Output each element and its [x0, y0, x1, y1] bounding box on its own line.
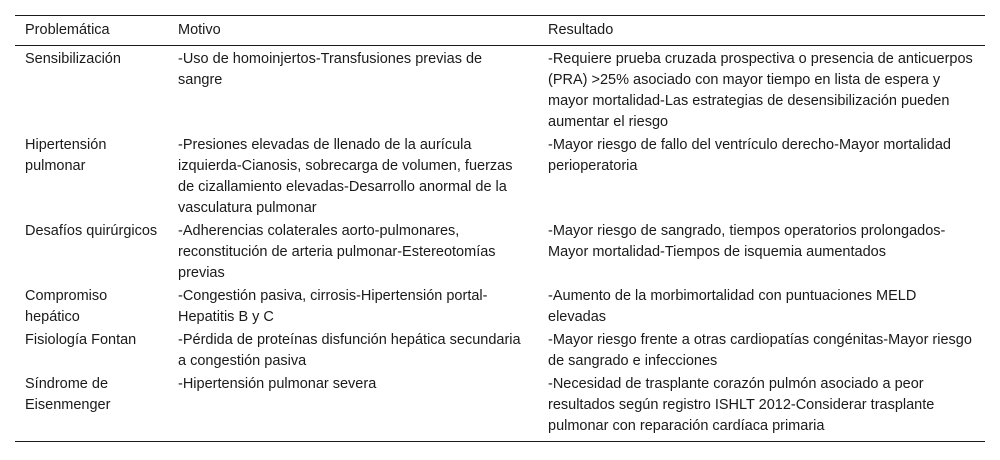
- cell-motivo: -Adherencias colaterales aorto-pulmonares, reconstitución de arteria pulmonar-Estereotomías previas: [178, 223, 496, 281]
- header-row: [15, 16, 985, 46]
- cell-resultado: -Mayor riesgo frente a otras cardiopatías congénitas-Mayor riesgo de sangrado e infecciones: [548, 332, 972, 369]
- table-row: [15, 373, 985, 442]
- header-problematica: Problemática: [15, 16, 168, 46]
- cell-resultado: -Requiere prueba cruzada prospectiva o presencia de anticuerpos (PRA) >25% asociado con mayor tiempo en lista de espera y mayor mortalidad-Las estrategias de desensibilización pueden aumentar el riesgo: [548, 51, 973, 130]
- cell-problematica: Desafíos quirúrgicos: [25, 223, 158, 239]
- table-row: [15, 46, 985, 135]
- table-row: [15, 134, 985, 220]
- table-row: [15, 329, 985, 373]
- cell-problematica: Hipertensión pulmonar: [25, 137, 107, 174]
- cell-resultado: -Necesidad de trasplante corazón pulmón asociado a peor resultados según registro ISHLT 2012-Considerar trasplante pulmonar con reparación cardíaca primaria: [538, 373, 985, 442]
- header-resultado: Resultado: [538, 16, 985, 46]
- cell-motivo: -Pérdida de proteínas disfunción hepática secundaria a congestión pasiva: [178, 332, 521, 369]
- table-header: [15, 16, 985, 46]
- cell-motivo: -Uso de homoinjertos-Transfusiones previas de sangre: [178, 51, 483, 88]
- cell-resultado: -Aumento de la morbimortalidad con puntuaciones MELD elevadas: [548, 288, 917, 325]
- table-body: [15, 46, 985, 442]
- table-row: [15, 285, 985, 329]
- cell-problematica: Compromiso hepático: [25, 288, 108, 325]
- cell-problematica: Sensibilización: [25, 51, 121, 67]
- cell-resultado: -Mayor riesgo de sangrado, tiempos operatorios prolongados-Mayor mortalidad-Tiempos de isquemia aumentados: [548, 223, 946, 260]
- header-motivo: Motivo: [168, 16, 538, 46]
- cell-motivo: -Congestión pasiva, cirrosis-Hipertensión portal-Hepatitis B y C: [178, 288, 488, 325]
- cell-motivo: -Hipertensión pulmonar severa: [168, 373, 538, 442]
- clinical-table: [15, 15, 985, 442]
- cell-resultado: -Mayor riesgo de fallo del ventrículo derecho-Mayor mortalidad perioperatoria: [548, 137, 951, 174]
- cell-problematica: Síndrome de Eisenmenger: [15, 373, 168, 442]
- table-container: [15, 15, 985, 442]
- table-row: [15, 220, 985, 285]
- cell-motivo: -Presiones elevadas de llenado de la aurícula izquierda-Cianosis, sobrecarga de volumen, fuerzas de cizallamiento elevadas-Desarrollo anormal de la vasculatura pulmonar: [178, 137, 513, 216]
- cell-problematica: Fisiología Fontan: [25, 332, 137, 348]
